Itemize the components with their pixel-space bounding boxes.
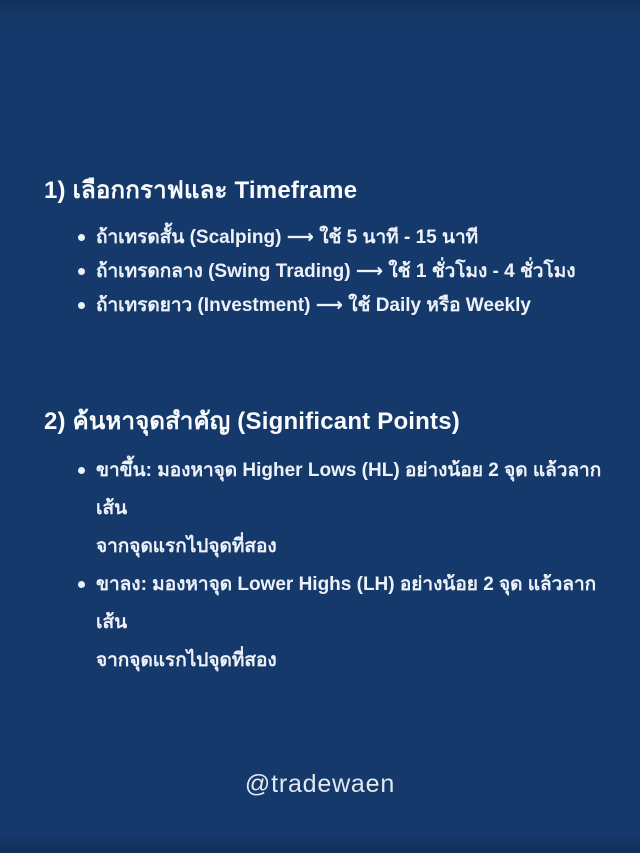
list-item (78, 566, 614, 680)
bullet-line-2: จากจุดแรกไปจุดที่สอง (96, 650, 277, 671)
list-item (78, 452, 614, 566)
bullet-text-swing-trading: ถ้าเทรดกลาง (Swing Trading) ⟶ ใช้ 1 ชั่วโมง - 4 ชั่วโมง (96, 261, 576, 282)
slide-content (44, 170, 614, 680)
section-2-bullet-list (44, 452, 614, 680)
bullet-line-1: ขาขึ้น: มองหาจุด Higher Lows (HL) อย่างน้อย 2 จุด แล้วลากเส้น (96, 460, 602, 519)
bullet-icon (78, 467, 85, 474)
section-2-title: 2) ค้นหาจุดสำคัญ (Significant Points) (44, 408, 460, 435)
bullet-line-2: จากจุดแรกไปจุดที่สอง (96, 536, 277, 557)
bullet-text-uptrend (96, 452, 614, 566)
watermark (0, 770, 640, 799)
bullet-line-1: ขาลง: มองหาจุด Lower Highs (LH) อย่างน้อย 2 จุด แล้วลากเส้น (96, 574, 597, 633)
bullet-icon (78, 581, 85, 588)
bullet-text-downtrend (96, 566, 614, 680)
list-item (78, 221, 614, 255)
section-1-bullet-list (44, 221, 614, 323)
section-1-title: 1) เลือกกราฟและ Timeframe (44, 177, 358, 204)
watermark-handle: @tradewaen (244, 770, 396, 798)
section-choose-chart-timeframe (44, 170, 614, 323)
bullet-text-scalping: ถ้าเทรดสั้น (Scalping) ⟶ ใช้ 5 นาที - 15 นาที (96, 227, 479, 248)
section-significant-points (44, 401, 614, 680)
bullet-icon (78, 302, 85, 309)
list-item (78, 255, 614, 289)
list-item (78, 289, 614, 323)
bullet-text-investment: ถ้าเทรดยาว (Investment) ⟶ ใช้ Daily หรือ Weekly (96, 295, 531, 316)
bullet-icon (78, 234, 85, 241)
bullet-icon (78, 268, 85, 275)
